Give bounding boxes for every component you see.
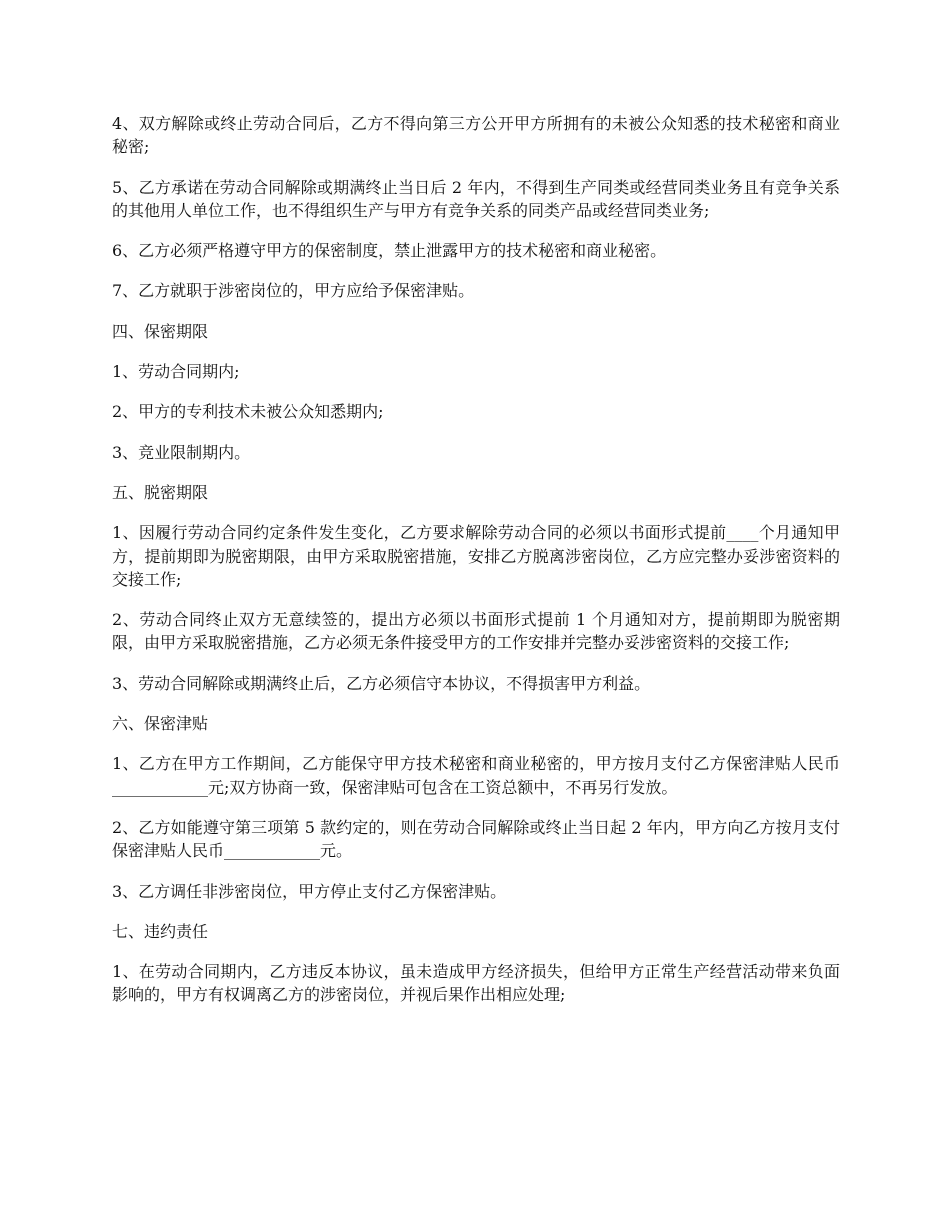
clause-3-5: 5、乙方承诺在劳动合同解除或期满终止当日后 2 年内，不得到生产同类或经营同类业务且有竞争关系的其他用人单位工作，也不得组织生产与甲方有竞争关系的同类产品或经营同类业务; xyxy=(112,177,840,220)
clause-4-2: 2、甲方的专利技术未被公众知悉期内; xyxy=(112,402,384,422)
clause-4-3: 3、竞业限制期内。 xyxy=(112,442,251,462)
clause-6-1: 1、乙方在甲方工作期间，乙方能保守甲方技术秘密和商业秘密的，甲方按月支付乙方保密津贴人民币____________元;双方协商一致，保密津贴可包含在工资总额中，不再另行发放。 xyxy=(112,754,840,797)
clause-6-3: 3、乙方调任非涉密岗位，甲方停止支付乙方保密津贴。 xyxy=(112,881,507,901)
section-heading-6: 六、保密津贴 xyxy=(112,714,209,734)
clause-6-2: 2、乙方如能遵守第三项第 5 款约定的，则在劳动合同解除或终止当日起 2 年内，甲方向乙方按月支付保密津贴人民币____________元。 xyxy=(112,817,840,861)
clause-5-1: 1、因履行劳动合同约定条件发生变化，乙方要求解除劳动合同的必须以书面形式提前____个月通知甲方，提前期即为脱密期限，由甲方采取脱密措施，安排乙方脱离涉密岗位，乙方应完整办妥涉密资料的交接工作; xyxy=(112,523,840,589)
section-heading-5: 五、脱密期限 xyxy=(112,482,209,502)
clause-7-1: 1、在劳动合同期内，乙方违反本协议，虽未造成甲方经济损失，但给甲方正常生产经营活动带来负面影响的，甲方有权调离乙方的涉密岗位，并视后果作出相应处理; xyxy=(112,962,840,1005)
section-heading-4: 四、保密期限 xyxy=(112,321,209,341)
clause-5-3: 3、劳动合同解除或期满终止后，乙方必须信守本协议，不得损害甲方利益。 xyxy=(112,673,651,693)
clause-5-2: 2、劳动合同终止双方无意续签的，提出方必须以书面形式提前 1 个月通知对方，提前期即为脱密期限，由甲方采取脱密措施，乙方必须无条件接受甲方的工作安排并完整办妥涉密资料的交接工作; xyxy=(112,610,840,653)
clause-4-1: 1、劳动合同期内; xyxy=(112,362,240,382)
section-heading-7: 七、违约责任 xyxy=(112,921,209,941)
clause-3-7: 7、乙方就职于涉密岗位的，甲方应给予保密津贴。 xyxy=(112,281,475,301)
clause-3-6: 6、乙方必须严格遵守甲方的保密制度，禁止泄露甲方的技术秘密和商业秘密。 xyxy=(112,241,667,261)
clause-3-4: 4、双方解除或终止劳动合同后，乙方不得向第三方公开甲方所拥有的未被公众知悉的技术秘密和商业秘密; xyxy=(112,114,840,157)
